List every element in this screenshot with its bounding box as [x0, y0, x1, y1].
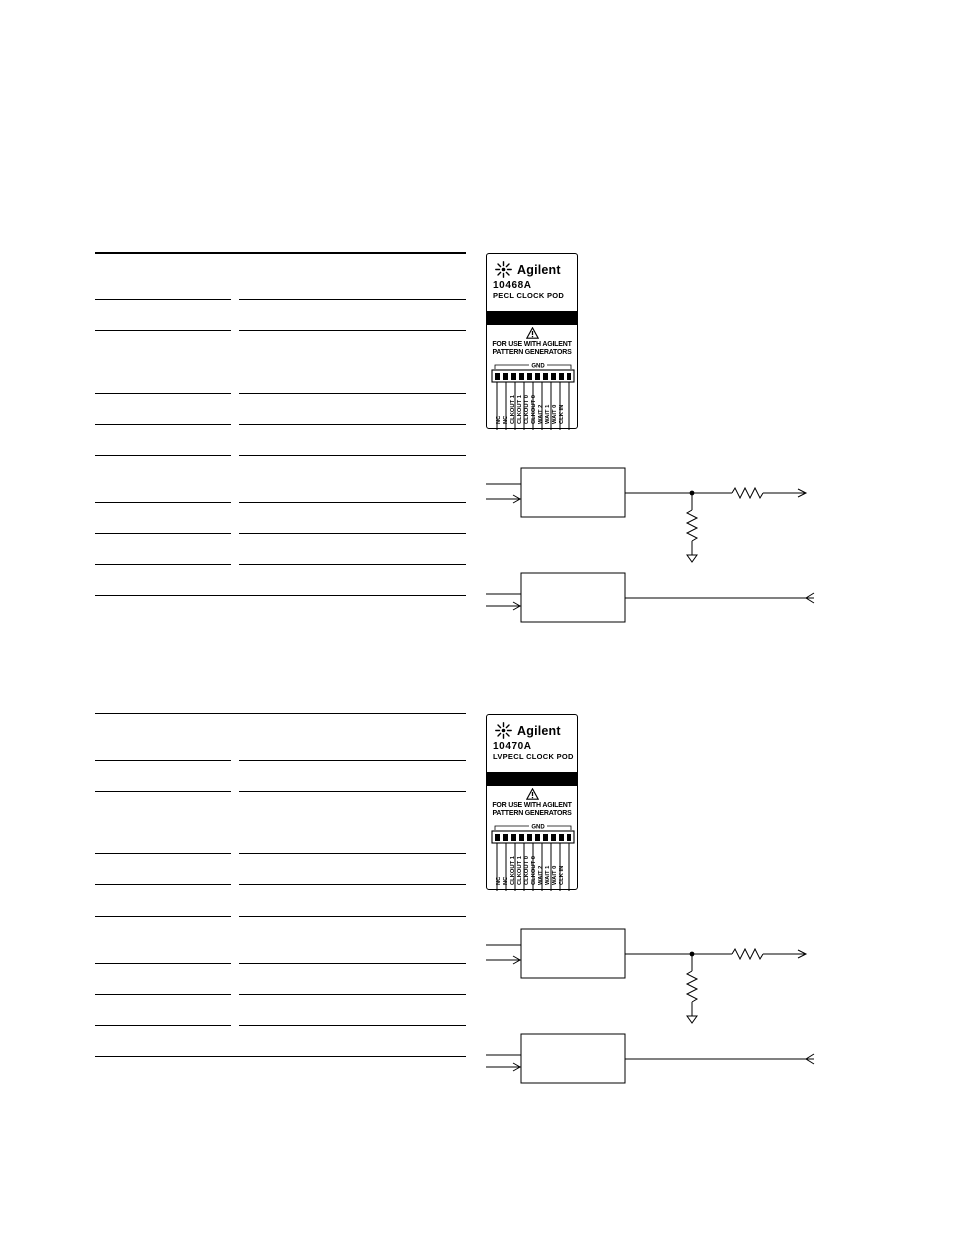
table-row-rule-right: [239, 760, 466, 761]
receiver-block: [521, 573, 625, 622]
pin-label: CLKOUT 1: [510, 856, 516, 885]
table-row-rule-left: [95, 424, 231, 425]
pin-label: WAIT 0: [552, 865, 558, 885]
table-row-rule-left: [95, 564, 231, 565]
driver-block: [521, 468, 625, 517]
table-top-rule: [95, 252, 466, 254]
pin-label: NC: [503, 876, 509, 885]
brand: [495, 722, 561, 739]
series-resistor-icon: [732, 488, 763, 498]
table-row-rule-right: [239, 424, 466, 425]
usage-line-2: PATTERN GENERATORS: [492, 349, 572, 356]
pin-label: WAIT 2: [538, 865, 544, 885]
table-row-rule-left: [95, 853, 231, 854]
pin-label: CLK IN: [559, 404, 565, 424]
ground-icon: [687, 1016, 697, 1023]
table-row-rule-right: [239, 299, 466, 300]
warning-triangle-icon: [526, 788, 539, 800]
junction-dot: [690, 491, 695, 496]
label-black-bar: [487, 772, 577, 786]
brand-name: Agilent: [517, 262, 561, 277]
warning-triangle-icon: [526, 327, 539, 339]
brand: [495, 261, 561, 278]
series-resistor-icon: [732, 949, 763, 959]
pin-label: CLK IN: [559, 865, 565, 885]
pin-label: CLKOUT 1: [517, 395, 523, 424]
output-circuit-schematic-2: [486, 921, 826, 1091]
usage-line-1: FOR USE WITH AGILENT: [492, 802, 572, 809]
pod-type: PECL CLOCK POD: [493, 291, 565, 300]
shunt-resistor-icon: [687, 510, 697, 541]
pin-label: WAIT 1: [545, 404, 551, 424]
table-row-rule-right: [239, 455, 466, 456]
table-row-rule-right: [239, 1025, 466, 1026]
output-circuit-schematic-1: [486, 460, 826, 630]
shunt-resistor-icon: [687, 971, 697, 1002]
table-row-rule-left: [95, 299, 231, 300]
usage-line-1: FOR USE WITH AGILENT: [492, 341, 572, 348]
pin-label: CLKOUT 0: [524, 395, 530, 424]
pod-pin-diagram: [487, 819, 579, 891]
table-row-rule-right: [239, 502, 466, 503]
table-row-rule-right: [239, 330, 466, 331]
table-row-rule-left: [95, 760, 231, 761]
receiver-block: [521, 1034, 625, 1083]
pin-label: WAIT 2: [538, 404, 544, 424]
clock-pod-label-2: [486, 714, 578, 890]
pin-label: NC: [496, 415, 502, 424]
table-row-rule-left: [95, 533, 231, 534]
table-row-rule-left: [95, 884, 231, 885]
table-row-rule-left: [95, 963, 231, 964]
pod-model: 10470A: [493, 741, 532, 752]
table-row-rule-right: [239, 393, 466, 394]
clock-pod-label-1: [486, 253, 578, 429]
table-row-rule-right: [239, 963, 466, 964]
label-black-bar: [487, 311, 577, 325]
usage-line-2: PATTERN GENERATORS: [492, 810, 572, 817]
table-row-rule-right: [239, 853, 466, 854]
pin-label: WAIT 1: [545, 865, 551, 885]
driver-block: [521, 929, 625, 978]
table-row-rule-right: [239, 994, 466, 995]
junction-dot: [690, 952, 695, 957]
table-row-rule-left: [95, 330, 231, 331]
table-row-rule-left: [95, 916, 231, 917]
table-row-rule-right: [239, 916, 466, 917]
pod-model: 10468A: [493, 280, 532, 291]
pod-type: LVPECL CLOCK POD: [493, 752, 574, 761]
pin-label: NC: [503, 415, 509, 424]
pin-label: WAIT 0: [552, 404, 558, 424]
pod-pin-diagram: [487, 358, 579, 430]
agilent-spark-logo-icon: [495, 722, 512, 739]
table-row-rule-right: [239, 564, 466, 565]
pin-label: CLKOUT 0: [524, 856, 530, 885]
agilent-spark-logo-icon: [495, 261, 512, 278]
table-row-rule-right: [239, 791, 466, 792]
table-bottom-rule: [95, 595, 466, 596]
pin-label: NC: [496, 876, 502, 885]
table-top-rule: [95, 713, 466, 714]
table-row-rule-left: [95, 791, 231, 792]
table-row-rule-right: [239, 533, 466, 534]
table-row-rule-left: [95, 994, 231, 995]
ground-icon: [687, 555, 697, 562]
table-row-rule-left: [95, 1025, 231, 1026]
pin-label: CLKOUT 0: [531, 395, 537, 424]
table-row-rule-left: [95, 455, 231, 456]
pin-label: CLKOUT 0: [531, 856, 537, 885]
gnd-label: GND: [531, 363, 545, 370]
table-row-rule-left: [95, 502, 231, 503]
table-row-rule-left: [95, 393, 231, 394]
table-bottom-rule: [95, 1056, 466, 1057]
brand-name: Agilent: [517, 723, 561, 738]
gnd-label: GND: [531, 824, 545, 831]
pin-label: CLKOUT 1: [510, 395, 516, 424]
pin-label: CLKOUT 1: [517, 856, 523, 885]
table-row-rule-right: [239, 884, 466, 885]
